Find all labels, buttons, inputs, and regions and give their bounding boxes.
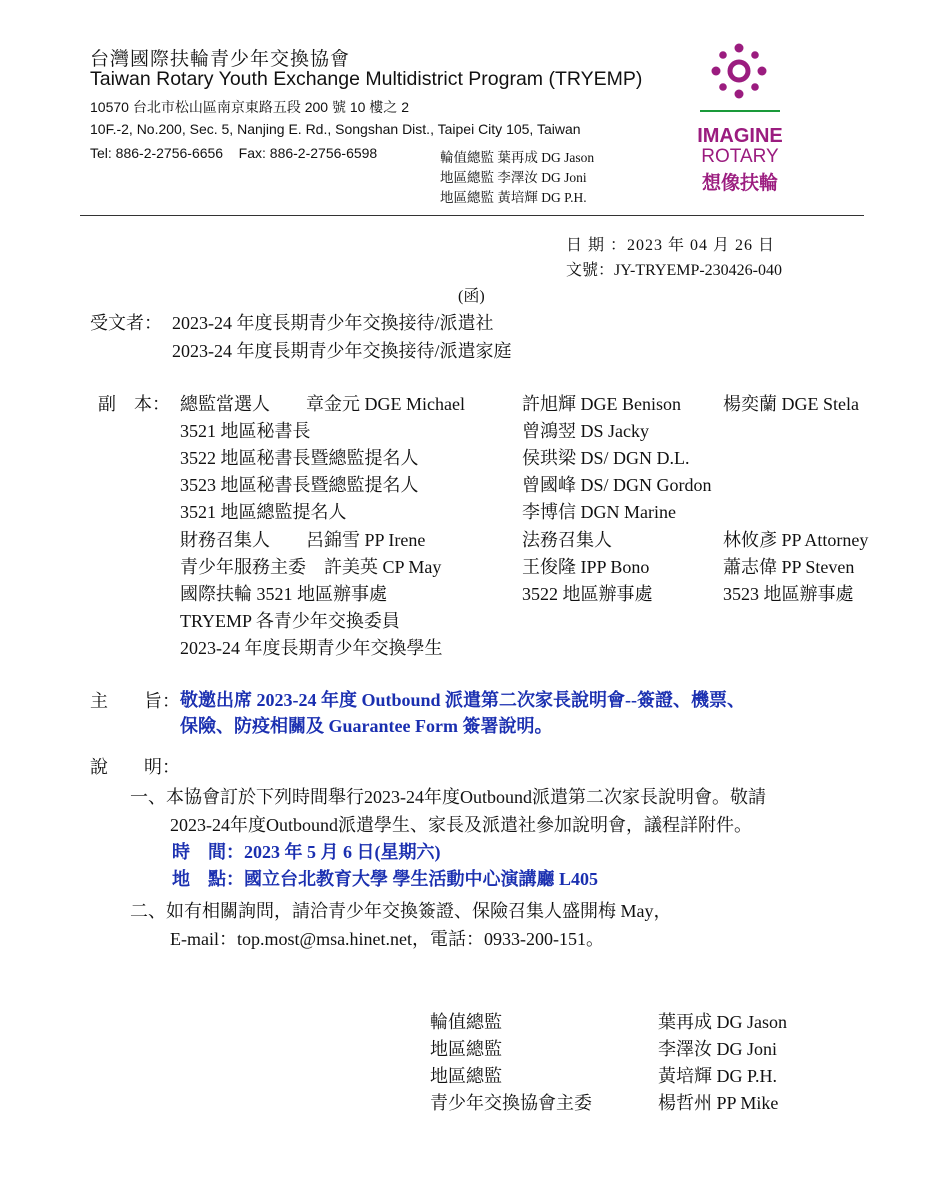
letter-type: (函) bbox=[458, 288, 485, 305]
imagine-rotary-logo bbox=[694, 40, 794, 200]
explanation-item-1: 一、本協會訂於下列時間舉行2023-24年度Outbound派遣第二次家長說明會。敬請 bbox=[130, 787, 766, 807]
cc-entry: 王俊隆 IPP Bono bbox=[522, 557, 650, 577]
cc-entry: 3522 地區辦事處 bbox=[522, 584, 653, 604]
address-en: 10F.-2, No.200, Sec. 5, Nanjing E. Rd., Songshan Dist., Taipei City 105, Taiwan bbox=[90, 121, 581, 137]
cc-entry: 2023-24 年度長期青少年交換學生 bbox=[180, 638, 443, 658]
contact-info: E-mail：top.most@msa.hinet.net，電話：0933-200-151。 bbox=[170, 929, 605, 949]
document-number: 文號：JY-TRYEMP-230426-040 bbox=[566, 262, 783, 279]
logo-text-rotary: ROTARY bbox=[701, 146, 779, 167]
signature-name: 黃培輝 DG P.H. bbox=[658, 1066, 778, 1086]
cc-entry: 總監當選人 章金元 DGE Michael bbox=[180, 394, 465, 414]
event-place-value: 國立台北教育大學 學生活動中心演講廳 L405 bbox=[244, 869, 599, 889]
governor-line: 地區總監 黃培輝 DG P.H. bbox=[440, 190, 587, 205]
explanation-label: 說 明： bbox=[90, 757, 180, 777]
cc-entry: 許旭輝 DGE Benison bbox=[522, 394, 681, 414]
event-time bbox=[172, 838, 441, 864]
recipient-line: 2023-24 年度長期青少年交換接待/派遣家庭 bbox=[172, 341, 512, 361]
signature-title: 地區總監 bbox=[430, 1066, 502, 1086]
org-name-zh: 台灣國際扶輪青少年交換協會 bbox=[90, 49, 351, 70]
cc-entry: TRYEMP 各青少年交換委員 bbox=[180, 611, 400, 631]
tel-number: Tel: 886-2-2756-6656 bbox=[90, 145, 224, 161]
subject-text: 保險、防疫相關及 Guarantee Form 簽署說明。 bbox=[180, 716, 553, 736]
cc-entry: 林攸彥 PP Attorney bbox=[723, 530, 869, 550]
cc-entry: 侯珙梁 DS/ DGN D.L. bbox=[522, 448, 690, 468]
cc-entry: 國際扶輪 3521 地區辦事處 bbox=[180, 584, 387, 604]
recipient-line: 2023-24 年度長期青少年交換接待/派遣社 bbox=[172, 313, 494, 333]
cc-entry: 3521 地區秘書長 bbox=[180, 421, 311, 441]
cc-entry: 3523 地區秘書長暨總監提名人 bbox=[180, 475, 419, 495]
cc-entry: 3521 地區總監提名人 bbox=[180, 502, 347, 522]
cc-entry: 曾鴻翌 DS Jacky bbox=[522, 421, 649, 441]
letter-date: 日 期 ：2023 年 04 月 26 日 bbox=[566, 237, 776, 254]
signature-name: 李澤汝 DG Joni bbox=[658, 1039, 778, 1059]
recipient-label: 受文者： bbox=[90, 313, 162, 333]
event-time-value: 2023 年 5 月 6 日(星期六) bbox=[244, 842, 441, 862]
signature-title: 青少年交換協會主委 bbox=[430, 1093, 592, 1113]
logo-text-zh: 想像扶輪 bbox=[701, 173, 778, 194]
event-place bbox=[172, 865, 598, 891]
cc-entry: 法務召集人 bbox=[522, 530, 612, 550]
cc-entry: 3522 地區秘書長暨總監提名人 bbox=[180, 448, 419, 468]
explanation-item-1-cont: 2023-24年度Outbound派遣學生、家長及派遣社參加說明會，議程詳附件。 bbox=[170, 815, 752, 835]
fax-number: Fax: 886-2-2756-6598 bbox=[238, 145, 378, 161]
event-time-label: 時 間： bbox=[172, 842, 244, 862]
cc-entry: 3523 地區辦事處 bbox=[723, 584, 854, 604]
signature-name: 楊哲州 PP Mike bbox=[658, 1093, 779, 1113]
subject-text: 敬邀出席 2023-24 年度 Outbound 派遣第二次家長說明會--簽證、機票、 bbox=[180, 690, 746, 710]
signature-title: 輪值總監 bbox=[430, 1012, 502, 1032]
cc-entry: 青少年服務主委 許美英 CP May bbox=[180, 557, 442, 577]
logo-text-imagine: IMAGINE bbox=[697, 125, 783, 147]
signature-title: 地區總監 bbox=[430, 1039, 502, 1059]
explanation-item-2: 二、如有相關詢問，請洽青少年交換簽證、保險召集人盛開梅 May， bbox=[130, 901, 672, 921]
governor-line: 地區總監 李澤汝 DG Joni bbox=[440, 170, 587, 185]
logo-divider bbox=[700, 110, 780, 112]
cc-entry: 李博信 DGN Marine bbox=[522, 502, 676, 522]
address-zh: 10570 台北市松山區南京東路五段 200 號 10 樓之 2 bbox=[90, 99, 409, 115]
event-place-label: 地 點： bbox=[172, 869, 244, 889]
cc-entry: 財務召集人 呂錦雪 PP Irene bbox=[180, 530, 426, 550]
subject-label: 主 旨： bbox=[90, 691, 180, 711]
cc-entry: 曾國峰 DS/ DGN Gordon bbox=[522, 475, 712, 495]
contact-line bbox=[90, 145, 377, 161]
signature-name: 葉再成 DG Jason bbox=[658, 1012, 787, 1032]
cc-entry: 蕭志偉 PP Steven bbox=[723, 557, 855, 577]
governor-line: 輪值總監 葉再成 DG Jason bbox=[440, 150, 595, 165]
header-divider bbox=[80, 215, 864, 216]
rotary-dots-icon bbox=[708, 40, 770, 102]
org-name-en: Taiwan Rotary Youth Exchange Multidistrict Program (TRYEMP) bbox=[90, 68, 643, 90]
cc-entry: 楊奕蘭 DGE Stela bbox=[723, 394, 859, 414]
cc-label: 副 本： bbox=[98, 394, 170, 414]
